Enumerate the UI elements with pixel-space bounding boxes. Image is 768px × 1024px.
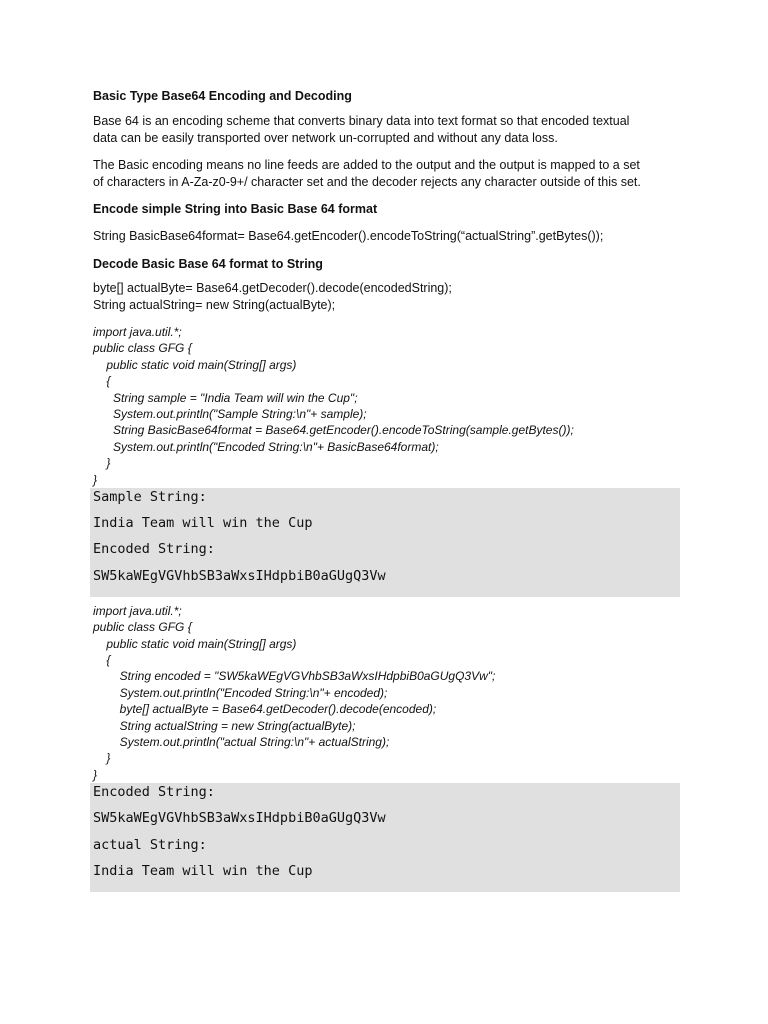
code-line: public static void main(String[] args) (93, 636, 297, 651)
intro-line: data can be easily transported over network un-corrupted and without any data loss. (93, 131, 558, 145)
basic-line: of characters in A-Za-z0-9+/ character set and the decoder rejects any character outside of this set. (93, 175, 641, 189)
code-line: } (93, 472, 98, 487)
code-line: { (93, 374, 111, 389)
decode-code-line: byte[] actualByte= Base64.getDecoder().decode(encodedString); (93, 281, 452, 295)
code-line: byte[] actualByte = Base64.getDecoder().decode(encoded); (93, 702, 437, 717)
example2-code-block (93, 603, 683, 783)
code-line: System.out.println("Encoded String:\n"+ BasicBase64format); (93, 439, 439, 454)
output-line: actual String: (93, 836, 207, 853)
basic-line: The Basic encoding means no line feeds are added to the output and the output is mapped to a set (93, 158, 640, 172)
code-line: public class GFG { (93, 620, 192, 635)
output-line: Encoded String: (93, 541, 215, 558)
encode-code-line: String BasicBase64format= Base64.getEncoder().encodeToString(“actualString”.getBytes()); (93, 229, 604, 243)
encode-heading: Encode simple String into Basic Base 64 format (93, 202, 378, 216)
output-line: SW5kaWEgVGVhbSB3aWxsIHdpbiB0aGUgQ3Vw (93, 567, 386, 584)
code-line: import java.util.*; (93, 325, 182, 339)
code-line: public class GFG { (93, 341, 192, 356)
encode-code-paragraph (93, 228, 683, 245)
decode-heading: Decode Basic Base 64 format to String (93, 257, 323, 271)
example1-code-block (93, 324, 683, 488)
decode-code-line: String actualString= new String(actualByte); (93, 298, 336, 312)
code-line: String sample = "India Team will win the Cup"; (93, 390, 358, 405)
code-line: System.out.println("Encoded String:\n"+ encoded); (93, 685, 388, 700)
document-title: Basic Type Base64 Encoding and Decoding (93, 89, 352, 103)
code-line: String encoded = "SW5kaWEgVGVhbSB3aWxsIHdpbiB0aGUgQ3Vw"; (93, 669, 496, 684)
basic-encoding-paragraph (93, 157, 683, 191)
code-line: String actualString = new String(actualByte); (93, 718, 356, 733)
output-line: India Team will win the Cup (93, 862, 313, 879)
code-line: } (93, 456, 111, 471)
output-line: Sample String: (93, 489, 207, 506)
example2-output-block (90, 783, 680, 892)
code-line: import java.util.*; (93, 603, 182, 618)
example1-output-block (90, 488, 680, 597)
code-line: } (93, 751, 111, 766)
code-line: System.out.println("Sample String:\n"+ sample); (93, 407, 367, 422)
intro-paragraph (93, 113, 683, 147)
intro-line: Base 64 is an encoding scheme that converts binary data into text format so that encoded textual (93, 114, 630, 128)
decode-code-paragraph (93, 280, 683, 314)
code-line: System.out.println("actual String:\n"+ actualString); (93, 735, 390, 750)
output-line: India Team will win the Cup (93, 515, 313, 532)
code-line: } (93, 767, 98, 782)
output-line: Encoded String: (93, 784, 215, 801)
code-line: { (93, 653, 111, 668)
code-line: public static void main(String[] args) (93, 357, 297, 372)
output-line: SW5kaWEgVGVhbSB3aWxsIHdpbiB0aGUgQ3Vw (93, 810, 386, 827)
document-page (93, 88, 683, 892)
code-line: String BasicBase64format = Base64.getEncoder().encodeToString(sample.getBytes()); (93, 423, 574, 438)
